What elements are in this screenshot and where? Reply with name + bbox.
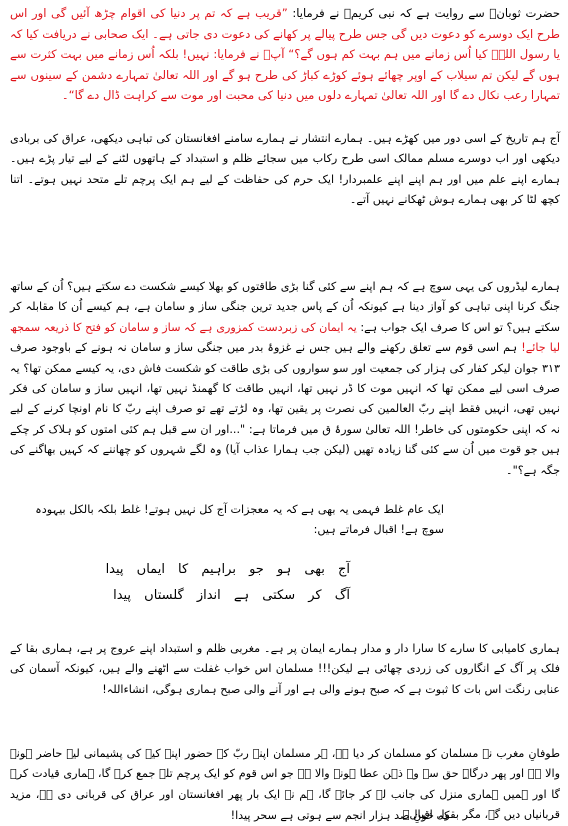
- iqbal-intro-line: ایک عام غلط فہمی یہ بھی ہے کہ یہ معجزات آج کل نہیں ہوتے! غلط بلکہ بالکل بیہودہ سوچ ہے! اقبال فرماتے ہیں:: [35, 503, 444, 537]
- leaders-text-before: ہمارے لیڈروں کی یہی سوچ ہے کہ ہم اپنے سے کئی گنا بڑی طاقتوں کو بھلا کیسے شکست دے سکتے ہیں؟ اُن کے ساتھ جنگ کرنا اپنی تباہی کو آواز دینا ہے کیونکہ اُن کے پاس جدید ترین جنگی ساز و سامان ہے، ہم کیسے اُن کا مقابلہ کر سکتے ہیں؟ تو اس کا صرف ایک جواب ہے:: [10, 280, 560, 334]
- hadith-intro: حضرت ثوبانؓ سے روایت ہے کہ نبی کریمؐ نے فرمایا:: [287, 6, 560, 20]
- leaders-paragraph: [10, 277, 560, 499]
- iqbal-couplet: [10, 557, 560, 609]
- history-paragraph: آج ہم تاریخ کے اسی دور میں کھڑے ہیں۔ ہمارے انتشار نے ہمارے سامنے افغانستان کی تباہی دیکھی، عراق کی بربادی دیکھی اور اب دوسرے مسلم ممالک اسی طرح رکاب میں سجائے ظلم و استبداد کے ہاتھوں لٹنے کے لیے تیار پڑے ہیں۔ ہمارے اپنے علم میں اور ہم اپنے اپنے علمبردار! ایک حرم کی حفاظت کے لیے ہم ایک پرچم تلے متحد نہیں ہوتے۔ اتنا کچھ لٹا کر بھی ہمارے ہوش ٹھکانے نہیں آتے۔: [10, 132, 560, 207]
- success-paragraph: ہماری کامیابی کا سارے کا سارا دار و مدار ہمارے ایمان پر ہے۔ مغربی ظلم و استبداد اپنے عروج پر ہے، ہماری بقا کے فلک پر آگ کے انگاروں کی زردی چھائی ہے لیکن!!! مسلمان اس خواب غفلت سے اٹھنے والے ہیں، کیونکہ آسمان کی عنابی رنگت اس بات کا ثبوت ہے کہ صبح ہونے والی ہے اور آنے والی صبح ہماری ہوگی، انشاءاللہ!: [10, 641, 560, 696]
- leaders-text-red: یہ ایمان کی زبردست کمزوری ہے کہ ساز و سامان کو فتح کا ذریعہ سمجھ لیا جائے!: [10, 320, 560, 355]
- couplet-line-2: آگ کر سکتی ہے انداز گلستاں پیدا: [113, 587, 350, 603]
- storm-paragraph: طوفانِ مغرب نے مسلمان کو مسلمان کر دیا ہے، ہر مسلمان اپنے ربّ کے حضور اپنے کیے کی پشیمانی لیے حاضر ہونے والا ہے اور پھر درگاہِ حق سے وہ ذہن عطا ہونے والا ہے جو اس قوم کو ایک پرچم تلے جمع کرے گا، ہماری قیادت کرے گا اور ہمیں ہماری منزل کی جانب لے کر جائے گا، ہم نے ایک بار پھر افغانستان اور عراق کی قربانی دی ہے، مزید قربانیاں دیں گے، مگر بقول اقبالؒ: [10, 746, 560, 822]
- hadith-quote-red: ”قریب ہے کہ تم پر دنیا کی اقوام چڑھ آئیں گی اور اس طرح ایک دوسرے کو دعوت دیں گی جس طرح پیالے پر کھانے کی دعوت دی جاتی ہے۔ ایک صحابی نے دریافت کیا کہ یا رسول اللہؐ کیا اُس زمانے میں ہم بہت کم ہوں گے؟“ آپؐ نے فرمایا: نہیں! بلکہ اُس زمانے میں بہت کثرت سے ہوں گے لیکن تم سیلاب کے اوپر چھائے ہوئے کوڑے کباڑ کی طرح ہو گے اور اللہ تعالیٰ تمہارے دشمن کے سینوں سے تمہارا رعب نکال دے گا اور اللہ تعالیٰ تمہارے دلوں میں دنیا کی محبت اور موت سے کراہت ڈال دے گا“۔: [10, 6, 560, 102]
- closing-verse: کہ خونِ صد ہزار انجم سے ہوتی ہے سحر پیدا!: [230, 808, 450, 822]
- leaders-text-after: ہم اسی قوم سے تعلق رکھنے والے ہیں جس نے غزوۂ بدر میں جنگی ساز و سامان نہ ہونے کے باوجود صرف ۳۱۳ جوان لیکر کفار کی ہزار کی جمعیت اور سو سواروں کی بڑی طاقت کو شکست فاش دی، یہ کیسے ممکن تھا؟ یہ صرف اسی لیے ممکن تھا کہ انہیں موت کا ڈر نہیں تھا، انہیں طاقت کا گھمنڈ نہیں تھا، انہیں ساز و سامان کی فکر نہیں تھی، انہیں فقط اپنے ربّ العالمین کی نصرت پر یقین تھا، وہ لڑتے تھے تو صرف اپنے ربّ کا نام اونچا کرنے کے لیے نہ کہ اپنی حکومتوں کی خاطر! اللہ تعالیٰ سورۂ ق میں فرماتا ہے: "...اور ان سے قبل ہم کئی امتوں کو ہلاک کر چکے ہیں جو قوت میں اُن سے کئی گنا زیادہ تھیں (لیکن جب ہمارا عذاب آیا) وہ لگے شہروں کو چھاننے کہ کہیں بھاگنے کی جگہ ہے؟"۔: [10, 341, 560, 477]
- hadith-paragraph: [10, 3, 560, 125]
- couplet-line-1: آج بھی ہو جو براہیم کا ایماں پیدا: [105, 561, 350, 577]
